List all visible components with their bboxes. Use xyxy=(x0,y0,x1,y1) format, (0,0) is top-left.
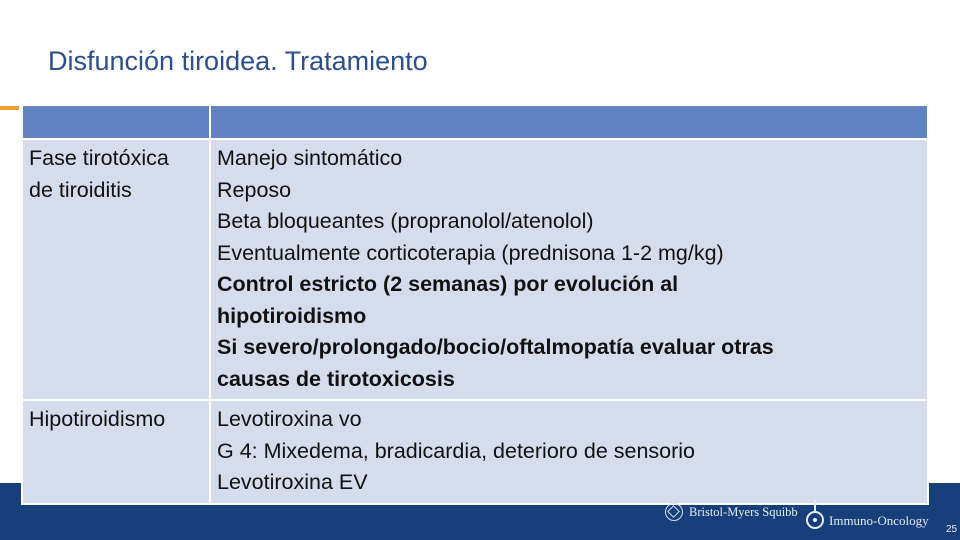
table-header-cell xyxy=(22,105,210,139)
bms-logo-text: Bristol-Myers Squibb xyxy=(689,504,798,519)
row-label-line: Fase tirotóxica xyxy=(29,146,169,170)
immuno-oncology-logo xyxy=(805,500,929,530)
content-line: hipotiroidismo xyxy=(217,303,367,328)
content-line: Levotiroxina EV xyxy=(217,470,368,494)
content-line: causas de tirotoxicosis xyxy=(217,366,455,391)
footer-logos xyxy=(665,500,945,530)
row-label-cell xyxy=(22,400,210,504)
bms-logo xyxy=(665,503,798,521)
immuno-oncology-logo-text: Immuno-Oncology xyxy=(829,513,929,528)
table-header-row xyxy=(22,105,928,139)
table-row xyxy=(22,400,928,504)
content-line: G 4: Mixedema, bradicardia, deterioro de sensorio xyxy=(217,438,696,463)
content-line: Control estricto (2 semanas) por evolución al xyxy=(217,272,679,296)
content-line: Eventualmente corticoterapia (prednisona 1-2 mg/kg) xyxy=(217,240,724,265)
immuno-oncology-logo-icon xyxy=(805,500,825,530)
treatment-table xyxy=(21,104,929,505)
row-content-cell xyxy=(210,139,928,400)
row-label-cell xyxy=(22,139,210,400)
row-content-cell xyxy=(210,400,928,504)
content-line: Beta bloqueantes (propranolol/atenolol) xyxy=(217,209,594,233)
bms-logo-icon xyxy=(665,503,683,521)
page-number: 25 xyxy=(946,524,958,535)
row-label-line: Hipotiroidismo xyxy=(29,407,166,431)
content-line: Manejo sintomático xyxy=(217,146,403,170)
content-line: Reposo xyxy=(217,177,292,202)
content-line: Si severo/prolongado/bocio/oftalmopatía evaluar otras xyxy=(217,335,774,359)
table-header-cell xyxy=(210,105,928,139)
row-label-line: de tiroiditis xyxy=(29,177,132,202)
content-line: Levotiroxina vo xyxy=(217,407,362,431)
table-row xyxy=(22,139,928,400)
accent-bar xyxy=(0,106,19,110)
slide-title: Disfunción tiroidea. Tratamiento xyxy=(48,46,428,76)
